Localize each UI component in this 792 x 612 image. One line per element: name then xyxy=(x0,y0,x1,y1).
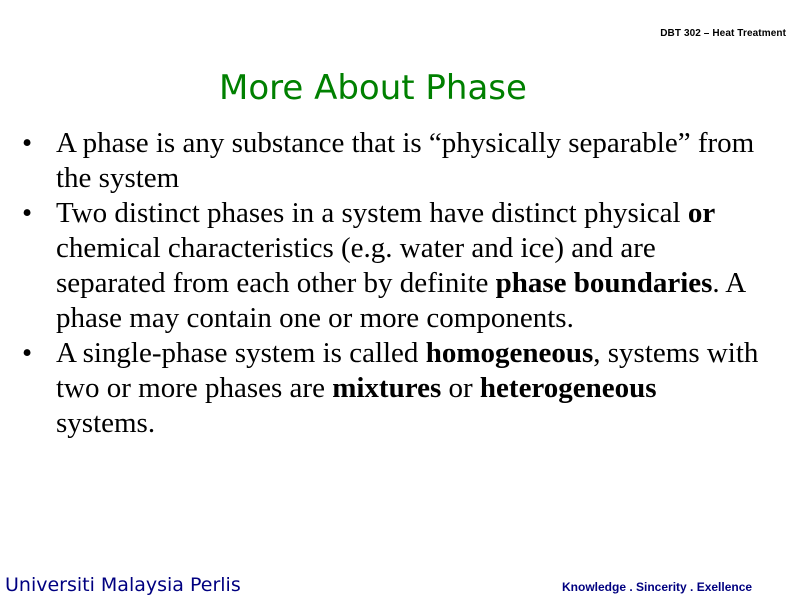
bold-run: or xyxy=(687,197,716,229)
bullet-marker: • xyxy=(22,197,33,229)
bullet-marker: • xyxy=(22,127,33,159)
bullet-text xyxy=(56,197,745,334)
slide-title: More About Phase xyxy=(219,68,527,108)
bullet-item-1 xyxy=(22,126,762,196)
bullet-item-2 xyxy=(22,196,762,336)
text-run: , systems with two or more phases are xyxy=(56,337,759,404)
bold-run: mixtures xyxy=(332,372,442,404)
bullet-item-3 xyxy=(22,336,762,441)
bold-run: homogeneous xyxy=(425,337,594,369)
text-run: Two distinct phases in a system have distinct physical xyxy=(56,197,688,229)
bullet-text xyxy=(56,337,758,439)
course-header: DBT 302 – Heat Treatment xyxy=(660,28,786,39)
text-run: A phase is any substance that is “physically separable” from the system xyxy=(56,127,755,194)
text-run: . A phase may contain one or more components. xyxy=(56,267,745,334)
text-run: or xyxy=(441,372,480,404)
bold-run: phase boundaries xyxy=(495,267,713,299)
text-run: systems. xyxy=(56,407,156,439)
bullet-text xyxy=(56,127,754,194)
university-name: Universiti Malaysia Perlis xyxy=(5,574,241,596)
text-run: chemical characteristics (e.g. water and ice) and are separated from each other by definite xyxy=(56,232,656,299)
university-motto: Knowledge . Sincerity . Exellence xyxy=(562,580,753,594)
bold-run: heterogeneous xyxy=(479,372,657,404)
bullet-marker: • xyxy=(22,337,33,369)
bullet-list xyxy=(22,126,762,441)
text-run: A single-phase system is called xyxy=(56,337,426,369)
